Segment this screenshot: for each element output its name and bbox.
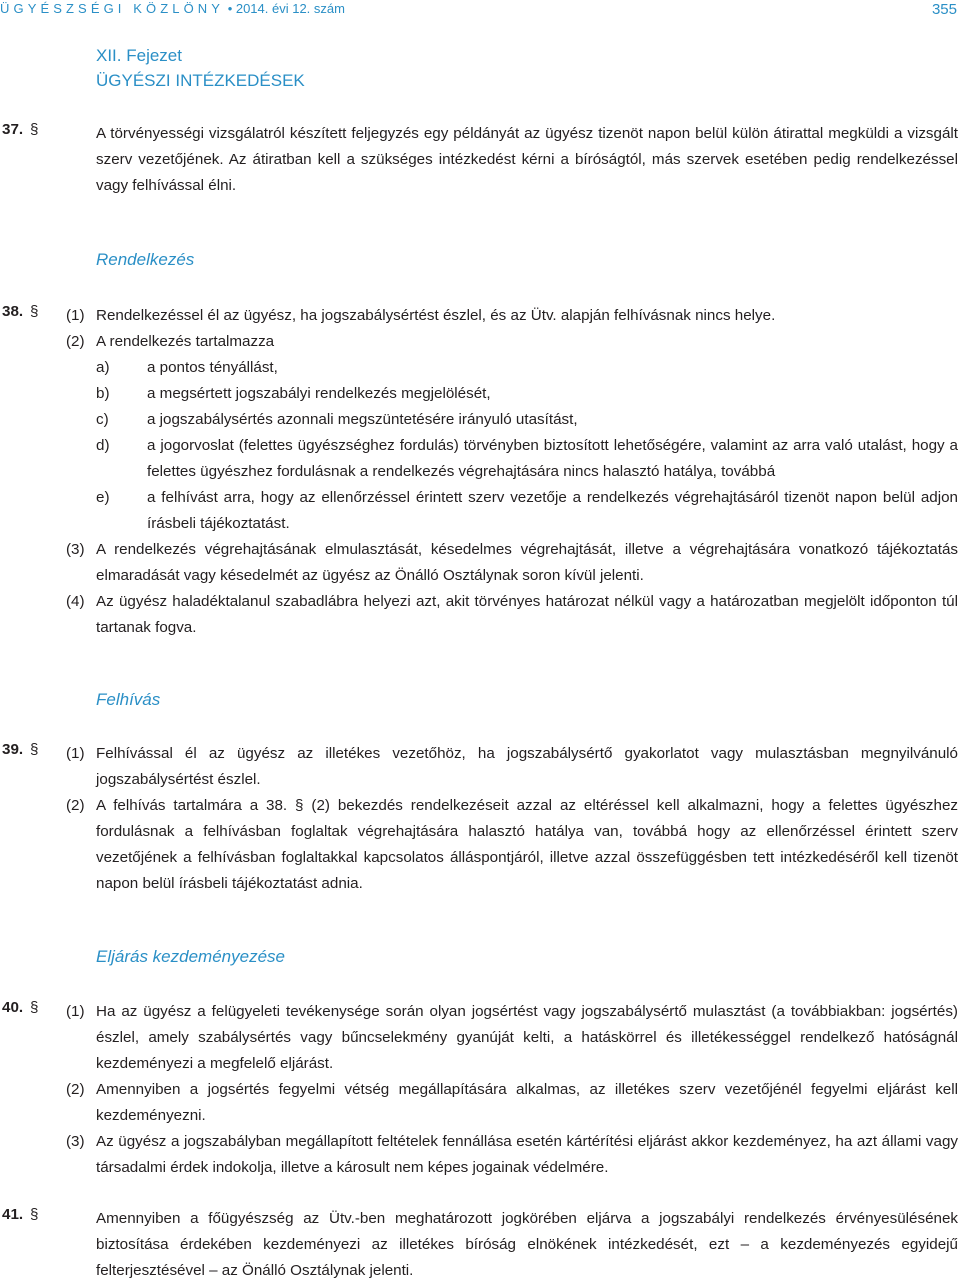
paragraph-number: (3) (66, 1133, 85, 1150)
paragraph-text: Ha az ügyész a felügyeleti tevékenysége során olyan jogsértést vagy jogszabálysértő mulasztást (a továbbiakban: jogsértés) észlel, amely szabálysértés vagy bűncselekmény gyanúját kelti, a hatáskörrel és illetékességgel rendelkező hatóságnál kezdeményezi a megfelelő eljárást. (96, 1003, 958, 1072)
item-letter: d) (96, 437, 110, 454)
subheading-rendelkezes: Rendelkezés (96, 250, 195, 269)
section-number: 39. (2, 741, 24, 758)
section-number: 38. (2, 303, 24, 320)
section-sign: § (30, 741, 39, 758)
page-header (0, 0, 960, 20)
item-text: a jogszabálysértés azonnali megszüntetésére irányuló utasítást, (147, 411, 578, 428)
item-text: a felhívást arra, hogy az ellenőrzéssel érintett szerv vezetője a rendelkezés végrehajtásáról tizenöt napon belül adjon írásbeli tájékoztatást. (147, 489, 958, 532)
item-letter: c) (96, 411, 109, 428)
paragraph-text: Az ügyész a jogszabályban megállapított feltételek fennállása esetén kártérítési eljárást akkor kezdeményez, ha azt állami vagy társadalmi érdek indokolja, illetve a károsult nem képes jogainak védelmére. (96, 1133, 958, 1176)
paragraph-text: A rendelkezés tartalmazza (96, 333, 275, 350)
section-sign: § (30, 1206, 39, 1223)
journal-name: ÜGYÉSZSÉGI KÖZLÖNY (0, 1, 225, 16)
paragraph-text: Amennyiben a jogsértés fegyelmi vétség megállapítására alkalmas, az illetékes szerv vezetőjénél fegyelmi eljárást kell kezdeményezni. (96, 1081, 958, 1124)
item-letter: a) (96, 359, 110, 376)
section-number: 41. (2, 1206, 24, 1223)
paragraph-number: (2) (66, 1081, 85, 1098)
paragraph-text: Felhívással él az ügyész az illetékes vezetőhöz, ha jogszabálysértő gyakorlatot vagy mulasztásban megnyilvánuló jogszabálysértést észlel. (96, 745, 958, 788)
section-number: 40. (2, 999, 24, 1016)
paragraph-number: (1) (66, 307, 85, 324)
section-sign: § (30, 121, 39, 138)
item-text: a jogorvoslat (felettes ügyészséghez fordulás) törvényben biztosított lehetőségére, valamint az arra való utalást, hogy a felettes ügyészhez fordulásnak a rendelkezés végrehajtására nincs halasztó hatálya, továbbá (147, 437, 958, 480)
issue-label: • 2014. évi 12. szám (227, 1, 345, 16)
paragraph-number: (2) (66, 333, 85, 350)
paragraph-text: Az ügyész haladéktalanul szabadlábra helyezi azt, akit törvényes határozat nélkül vagy a határozatban megjelölt időponton túl tartanak fogva. (96, 593, 958, 636)
chapter-title: XII. Fejezet (96, 46, 182, 65)
paragraph-number: (1) (66, 745, 85, 762)
item-letter: e) (96, 489, 110, 506)
paragraph-number: (1) (66, 1003, 85, 1020)
paragraph-number: (3) (66, 541, 85, 558)
subheading-eljaras-kezdemenyezese: Eljárás kezdeményezése (96, 947, 285, 966)
item-text: a megsértett jogszabályi rendelkezés megjelölését, (147, 385, 491, 402)
item-text: a pontos tényállást, (147, 359, 278, 376)
paragraph-number: (4) (66, 593, 85, 610)
subheading-felhivas: Felhívás (96, 690, 161, 709)
section-text: A törvényességi vizsgálatról készített feljegyzés egy példányát az ügyész tizenöt napon belül külön átirattal megküldi a vizsgált szerv vezetőjének. Az átiratban kell a szükséges intézkedést kérni a bíróságtól, más szervek esetében pedig rendelkezéssel vagy felhívással élni. (96, 125, 958, 194)
paragraph-text: A felhívás tartalmára a 38. § (2) bekezdés rendelkezéseit azzal az eltéréssel kell alkalmazni, hogy a felettes ügyészhez fordulásnak a felhívásban foglaltak végrehajtására halasztó hatálya van, továbbá hogy az ellenőrzéssel érintett szerv vezetőjének a felhívásban foglaltakkal kapcsolatos álláspontjáról, illetve azzal összefüggésben tett intézkedéséről kell tizenöt napon belül írásbeli tájékoztatást adnia. (96, 797, 958, 892)
page-number: 355 (931, 1, 957, 18)
paragraph-number: (2) (66, 797, 85, 814)
chapter-subtitle: ÜGYÉSZI INTÉZKEDÉSEK (96, 71, 305, 90)
journal-running-title (0, 1, 345, 16)
section-sign: § (30, 999, 39, 1016)
section-sign: § (30, 303, 39, 320)
section-number: 37. (2, 121, 24, 138)
section-text: Amennyiben a főügyészség az Ütv.-ben meghatározott jogkörében eljárva a jogszabályi rendelkezés érvényesülésének biztosítása érdekében kezdeményezi az illetékes bíróság elnökének intézkedését, ezt – a kezdeményezés egyidejű felterjesztésével – az Önálló Osztálynak jelenti. (96, 1210, 958, 1279)
item-letter: b) (96, 385, 110, 402)
paragraph-text: Rendelkezéssel él az ügyész, ha jogszabálysértést észlel, és az Ütv. alapján felhívásnak nincs helye. (96, 307, 776, 324)
paragraph-text: A rendelkezés végrehajtásának elmulasztását, késedelmes végrehajtását, illetve a végrehajtására vonatkozó tájékoztatás elmaradását vagy késedelmét az ügyész az Önálló Osztálynak soron kívül jelenti. (96, 541, 958, 584)
